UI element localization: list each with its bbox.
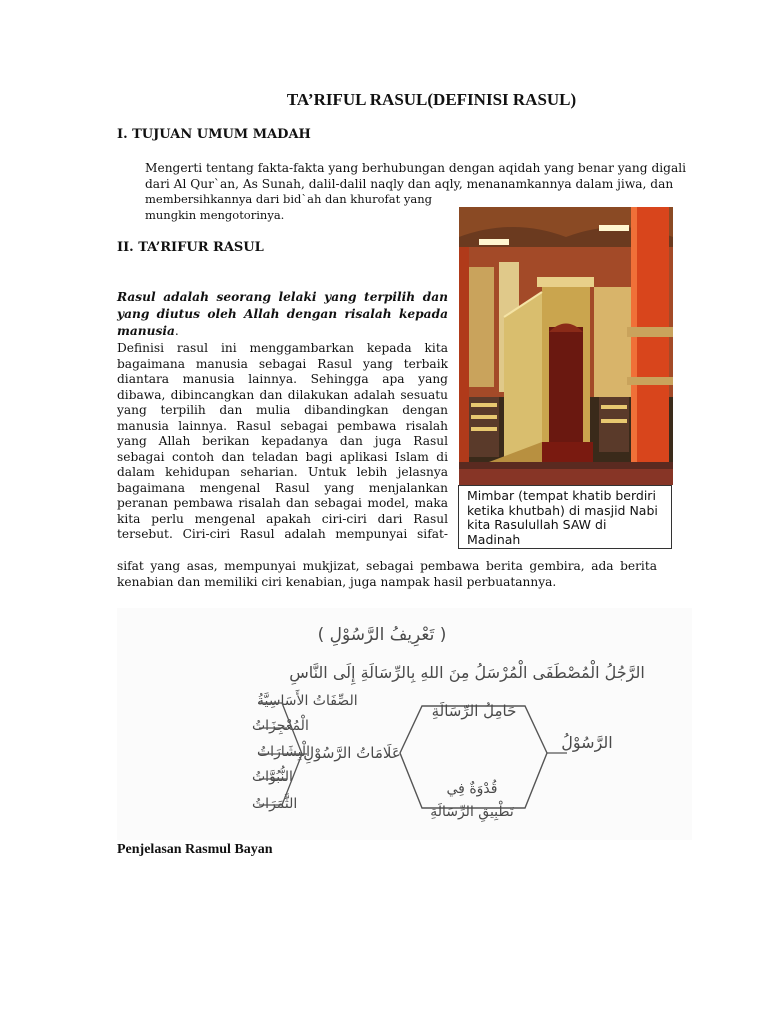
intro-line: dari Al Qur`an, As Sunah, dalil-dalil naqly dan aqly, menanamkannya dalam jiwa, dan <box>145 176 674 191</box>
intro-line: Mengerti tentang fakta-fakta yang berhubungan dengan aqidah yang benar yang digali <box>145 161 687 175</box>
photo-caption: Mimbar (tempat khatib berdiri ketika khutbah) di masjid Nabi kita Rasulullah SAW di Madinah <box>458 485 672 549</box>
definition-end: . <box>174 324 179 338</box>
body-line: yang Allah berikan kepadanya dan juga Rasul <box>117 434 448 448</box>
diagram-item: الصِّفَاتُ الأَسَاسِيَّةُ <box>257 693 358 709</box>
intro-line: mungkin mengotorinya. <box>145 207 285 222</box>
definition-text: Rasul adalah seorang lelaki yang terpilih dan yang diutus oleh Allah dengan risalah kepada manusia <box>117 290 448 338</box>
diagram-carrier: حَامِلُ الرِّسَالَةِ <box>431 702 517 720</box>
diagram-rasul: الرَّسُوْلُ <box>561 733 613 752</box>
body-line: diantara manusia lainnya. Sehingga apa yang <box>117 372 448 386</box>
diagram-item: الثَّمَرَاتُ <box>252 796 298 812</box>
mimbar-illustration <box>459 207 673 485</box>
body-line: yang terpilih dan mulia dibandingkan dengan <box>117 403 448 417</box>
body-line: bagaimana manusia sebagai Rasul yang terbaik <box>117 356 448 371</box>
mimbar-photo <box>459 207 673 485</box>
diagram-item: النُّبُوَّاتُ <box>252 769 293 785</box>
section-heading-tarifur: II. TA’RIFUR RASUL <box>117 240 264 255</box>
body-paragraph <box>117 341 448 543</box>
section-heading-tujuan: I. TUJUAN UMUM MADAH <box>117 127 311 142</box>
body-line: tersebut. Ciri-ciri Rasul adalah mempunyai sifat- <box>117 527 448 541</box>
body-line: kita perlu mengenal apakah ciri-ciri dari Rasul <box>117 511 448 526</box>
footer-heading: Penjelasan Rasmul Bayan <box>117 842 273 857</box>
body-continuation: sifat yang asas, mempunyai mukjizat, sebagai pembawa berita gembira, ada berita kenabian dan memiliki ciri kenabian, juga nampak hasil perbuatannya. <box>117 559 657 589</box>
body-line: manusia lainnya. Rasul sebagai pembawa risalah <box>117 418 448 433</box>
diagram-definition: الرَّجُلُ الْمُصْطَفَى الْمُرْسَلُ مِنَ اللهِ بِالرِّسَالَةِ إِلَى النَّاسِ <box>289 663 645 682</box>
rasul-definition <box>117 289 448 340</box>
diagram-canvas <box>117 608 692 840</box>
diagram-item: الْبِشَارَاتُ <box>257 744 310 760</box>
diagram-model-1: قُدْوَةٌ فِي <box>446 781 498 797</box>
body-line: dibawa, dibincangkan dan dilakukan adalah sesuatu <box>117 387 448 402</box>
diagram-model-2: تَطْبِيقِ الرِّسَالَةِ <box>430 804 514 820</box>
body-line: dalam kehidupan seharian. Untuk lebih jelasnya <box>117 465 448 479</box>
diagram-title: ( تَعْرِيفُ الرَّسُوْلِ ) <box>317 625 447 645</box>
body-line: bagaimana mengenal Rasul yang menjalankan <box>117 480 448 495</box>
diagram-item: الْمُعْجِزَاتُ <box>252 718 309 734</box>
diagram-signs: عَلَامَاتُ الرَّسُوْلِ <box>303 744 401 762</box>
body-line: Definisi rasul ini menggambarkan kepada kita <box>117 341 448 355</box>
intro-line: membersihkannya dari bid`ah dan khurofat yang <box>145 192 433 206</box>
rasmul-bayan-diagram <box>117 608 692 840</box>
page-title: TA’RIFUL RASUL(DEFINISI RASUL) <box>286 90 577 109</box>
body-line: peranan pembawa risalah dan sebagai model, maka <box>117 496 448 510</box>
body-line: sebagai contoh dan teladan bagi aplikasi Islam di <box>117 449 448 464</box>
